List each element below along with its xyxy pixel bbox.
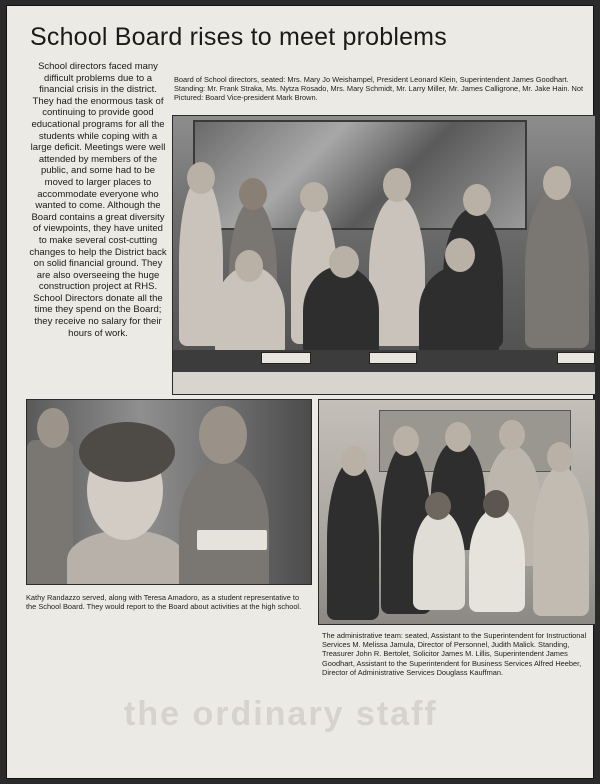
school-board-photo bbox=[172, 115, 596, 395]
page-headline: School Board rises to meet problems bbox=[30, 23, 447, 51]
student-photo-caption: Kathy Randazzo served, along with Teresa Amadoro, as a student representative to the School Board. They would report to the Board about activities at the high school. bbox=[26, 593, 302, 612]
administrative-team-photo bbox=[318, 399, 596, 625]
student-representative-photo bbox=[26, 399, 312, 585]
board-photo-caption: Board of School directors, seated: Mrs. Mary Jo Weishampel, President Leonard Klein, Superintendent James Goodhart. Standing: Mr. Frank Straka, Ms. Nytza Rosado, Mrs. Mary Schmidt, Mr. Larry Miller, Mr. James Calligrone, Mr. Jake Hain. Not Pictured: Board Vice-president Mark Brown. bbox=[174, 75, 584, 103]
admin-photo-caption: The administrative team: seated, Assistant to the Superintendent for Instructional Services M. Melissa Jamula, Director of Personnel, Judith Malick. Standing, Treasurer John R. Bertolet, Solicitor James M. Lillis, Superintendent James Goodhart, Assistant to the Superintendent for Business Services Alfred Heeber, Director of Administrative Services Douglass Kauffman. bbox=[322, 631, 587, 677]
yearbook-page bbox=[6, 5, 594, 779]
show-through-text: the ordinary staff bbox=[124, 695, 438, 733]
article-body: School directors faced many difficult problems due to a financial crisis in the district. They had the enormous task of continuing to provide good educational programs for all the students while coping with a large deficit. Meetings were well attended by members of the public, and some had to be moved to larger places to accommodate everyone who wanted to come. Although the Board contains a great diversity of viewpoints, they have united to make several cost-cutting changes to help the District back on solid financial ground. They are also overseeing the huge construction project at RHS. School Directors donate all the time they spend on the Board; they receive no salary for their hours of work. bbox=[29, 61, 167, 339]
